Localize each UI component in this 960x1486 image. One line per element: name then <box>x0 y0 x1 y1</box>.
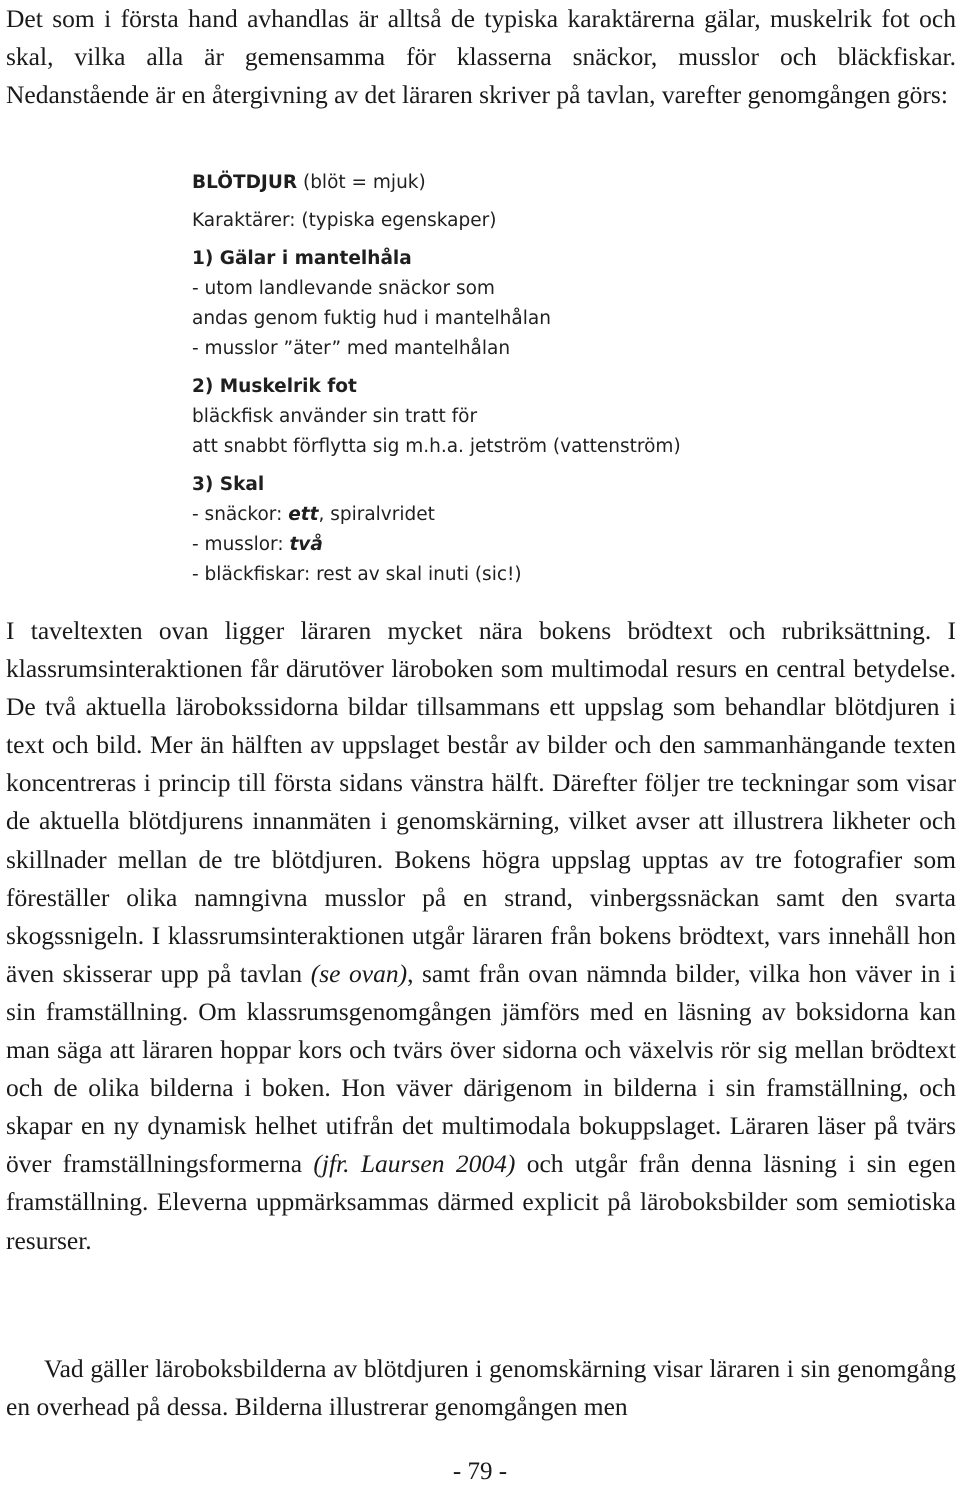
board-item3-rest: , spiralvridet <box>318 504 435 525</box>
board-title <box>192 168 812 198</box>
board-item3-emphasis: ett <box>288 504 319 525</box>
board-item1-heading: 1) Gälar i mantelhåla <box>192 248 412 269</box>
main-text-part1: I taveltexten ovan ligger läraren mycket nära bokens brödtext och rubriksättning. I klassrumsinteraktionen får därutöver läroboken som multimodal resurs en central betydelse. De två aktuella lärobokssidorna bildar tillsammans ett uppslag som behandlar blötdjuren i text och bild. Mer än hälften av uppslaget består av bilder och den sammanhängande texten koncentreras i princip till första sidans vänstra hälft. Därefter följer tre teckningar som visar de aktuella blötdjurens innanmäten i genomskärning, vilket avser att illustrera likheter och skillnader mellan de tre blötdjuren. Bokens högra uppslag upptas av tre fotografier som föreställer olika namngivna musslor på en strand, vinbergssnäckan samt den svarta skogssnigeln. I klassrumsinteraktionen utgår läraren från bokens brödtext, vars innehåll hon även skisserar upp på tavlan <box>6 616 956 988</box>
board-item2-line: att snabbt förflytta sig m.h.a. jetström (vattenström) <box>192 436 681 457</box>
board-title-main: BLÖTDJUR <box>192 172 298 193</box>
board-item3-line <box>192 500 812 530</box>
board-item2-line: bläckfisk använder sin tratt för <box>192 406 478 427</box>
citation-laursen: (jfr. Laursen 2004) <box>313 1149 516 1179</box>
board-item3-label: - musslor: <box>192 534 290 555</box>
board-characteristics: Karaktärer: (typiska egenskaper) <box>192 210 497 231</box>
board-item1-line: - musslor ”äter” med mantelhålan <box>192 338 511 359</box>
board-item1-line: - utom landlevande snäckor som <box>192 278 495 299</box>
board-item1-line: andas genom fuktig hud i mantelhålan <box>192 308 551 329</box>
intro-paragraph: Det som i första hand avhandlas är alltså de typiska karaktärerna gälar, muskelrik fot och skal, vilka alla är gemensamma för klasserna snäckor, musslor och bläckfiskar. Nedanstående är en återgivning av det läraren skriver på tavlan, varefter genomgången görs: <box>6 4 956 110</box>
main-paragraph <box>6 612 956 1260</box>
main-text-part2: , samt från ovan nämnda bilder, vilka hon väver in i sin framställning. Om klassrumsgenomgången jämförs med en läsning av boksidorna kan man säga att läraren hoppar kors och tvärs över sidorna och växelvis rör sig mellan brödtext och de olika bilderna i boken. Hon väver därigenom in bilderna i sin framställning, och skapar en ny dynamisk helhet utifrån det multimodala bokuppslaget. Läraren läser på tvärs över framställningsformerna <box>6 958 956 1179</box>
page-number: - 79 - <box>452 1458 508 1485</box>
board-item3-label: - snäckor: <box>192 504 289 525</box>
board-item3-line <box>192 530 812 560</box>
second-paragraph: Vad gäller läroboksbilderna av blötdjuren i genomskärning visar läraren i sin genomgång en overhead på dessa. Bilderna illustrerar genomgången men <box>6 1354 956 1422</box>
main-text-part3: och utgår från denna läsning i sin egen framställning. Eleverna uppmärksammas därmed explicit på läroboksbilder som semiotiska resurser. <box>6 1149 956 1255</box>
board-title-note: (blöt = mjuk) <box>297 172 426 193</box>
board-item2-heading: 2) Muskelrik fot <box>192 376 357 397</box>
blackboard-transcript <box>192 168 812 590</box>
reference-see-above: (se ovan) <box>310 958 408 988</box>
board-item3-line: - bläckfiskar: rest av skal inuti (sic!) <box>192 564 522 585</box>
board-item3-emphasis: två <box>289 534 323 555</box>
board-item3-heading: 3) Skal <box>192 474 265 495</box>
